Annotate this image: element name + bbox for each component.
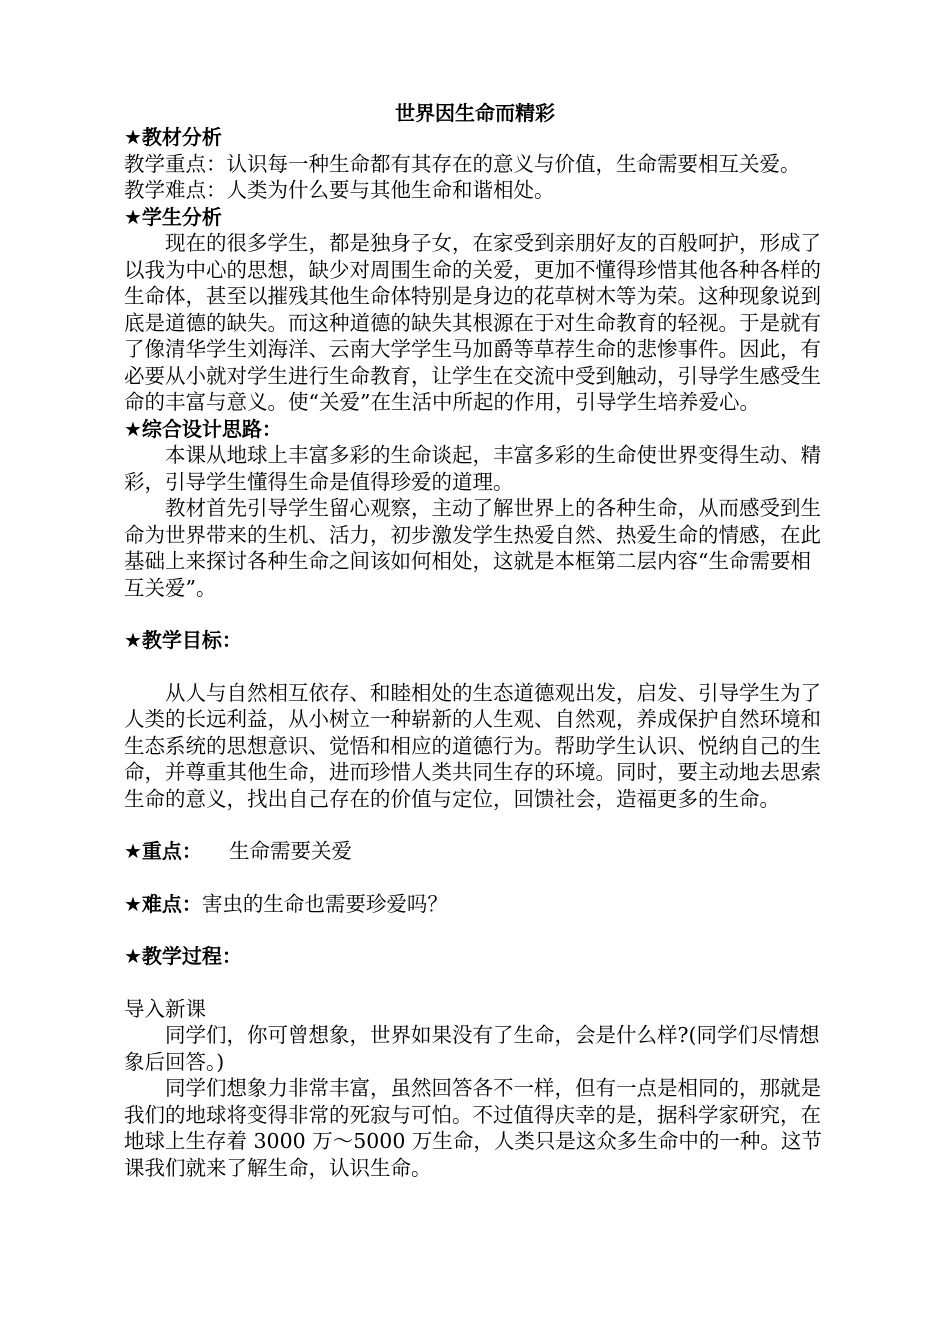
spacer (124, 970, 828, 996)
design-ideas-paragraph-2: 教材首先引导学生留心观察，主动了解世界上的各种生命，从而感受到生命为世界带来的生机、活力，初步激发学生热爱自然、热爱生命的情感，在此基础上来探讨各种生命之间该如何相处，这就是本框第二层内容“生命需要相互关爱”。 (124, 496, 821, 600)
teaching-process-paragraph-1: 同学们，你可曾想象，世界如果没有了生命，会是什么样?(同学们尽情想象后回答。) (124, 1023, 820, 1074)
spacer (124, 654, 828, 680)
document-title: 世界因生命而精彩 (395, 101, 555, 125)
heading-teaching-goals: ★教学目标： (124, 628, 242, 652)
design-ideas-paragraph-1: 本课从地球上丰富多彩的生命谈起，丰富多彩的生命使世界变得生动、精彩，引导学生懂得生命是值得珍爱的道理。 (124, 443, 821, 494)
heading-teaching-process: ★教学过程： (124, 944, 242, 968)
key-points-text: 生命需要关爱 (229, 839, 352, 863)
student-analysis-paragraph: 现在的很多学生，都是独身子女，在家受到亲朋好友的百般呵护，形成了以我为中心的思想，缺少对周围生命的关爱，更加不懂得珍惜其他各种各样的生命体，甚至以摧残其他生命体特别是身边的花草树木等为荣。这种现象说到底是道德的缺失。而这种道德的缺失其根源在于对生命教育的轻视。于是就有了像清华学生刘海洋、云南大学学生马加爵等草荐生命的悲惨事件。因此，有必要从小就对学生进行生命教育，让学生在交流中受到触动，引导学生感受生命的丰富与意义。使“关爱”在生活中所起的作用，引导学生培养爱心。 (124, 231, 821, 414)
spacer (124, 812, 828, 838)
teaching-process-paragraph-2: 同学们想象力非常丰富，虽然回答各不一样，但有一点是相同的，那就是我们的地球将变得非常的死寂与可怕。不过值得庆幸的是，据科学家研究，在地球上生存着 3000 万～5000 万生命，人类只是这众多生命中的一种。这节课我们就来了解生命，认识生命。 (124, 1076, 822, 1180)
heading-student-analysis: ★学生分析 (124, 204, 222, 229)
difficult-points-line (124, 891, 828, 918)
teaching-key-point: 教学重点：认识每一种生命都有其存在的意义与价值，生命需要相互关爱。 (124, 151, 801, 176)
spacer (124, 917, 828, 943)
spacer (124, 601, 828, 627)
heading-design-ideas: ★综合设计思路： (124, 416, 282, 441)
heading-textbook-analysis: ★教材分析 (124, 125, 222, 149)
spacer (124, 865, 828, 891)
heading-difficult-points: ★难点： (124, 891, 202, 916)
difficult-points-text: 害虫的生命也需要珍爱吗？ (201, 891, 448, 916)
document-body (124, 124, 828, 1181)
heading-key-points: ★重点： (124, 839, 202, 863)
teaching-process-subheading: 导入新课 (124, 996, 206, 1021)
teaching-goals-paragraph: 从人与自然相互依存、和睦相处的生态道德观出发，启发、引导学生为了人类的长远利益，从小树立一种崭新的人生观、自然观，养成保护自然环境和生态系统的思想意识、觉悟和相应的道德行为。帮助学生认识、悦纳自己的生命，并尊重其他生命，进而珍惜人类共同生存的环境。同时，要主动地去思索生命的意义，找出自己存在的价值与定位，回馈社会，造福更多的生命。 (124, 680, 821, 811)
key-points-line (124, 838, 828, 865)
teaching-difficulty: 教学难点：人类为什么要与其他生命和谐相处。 (124, 178, 555, 202)
